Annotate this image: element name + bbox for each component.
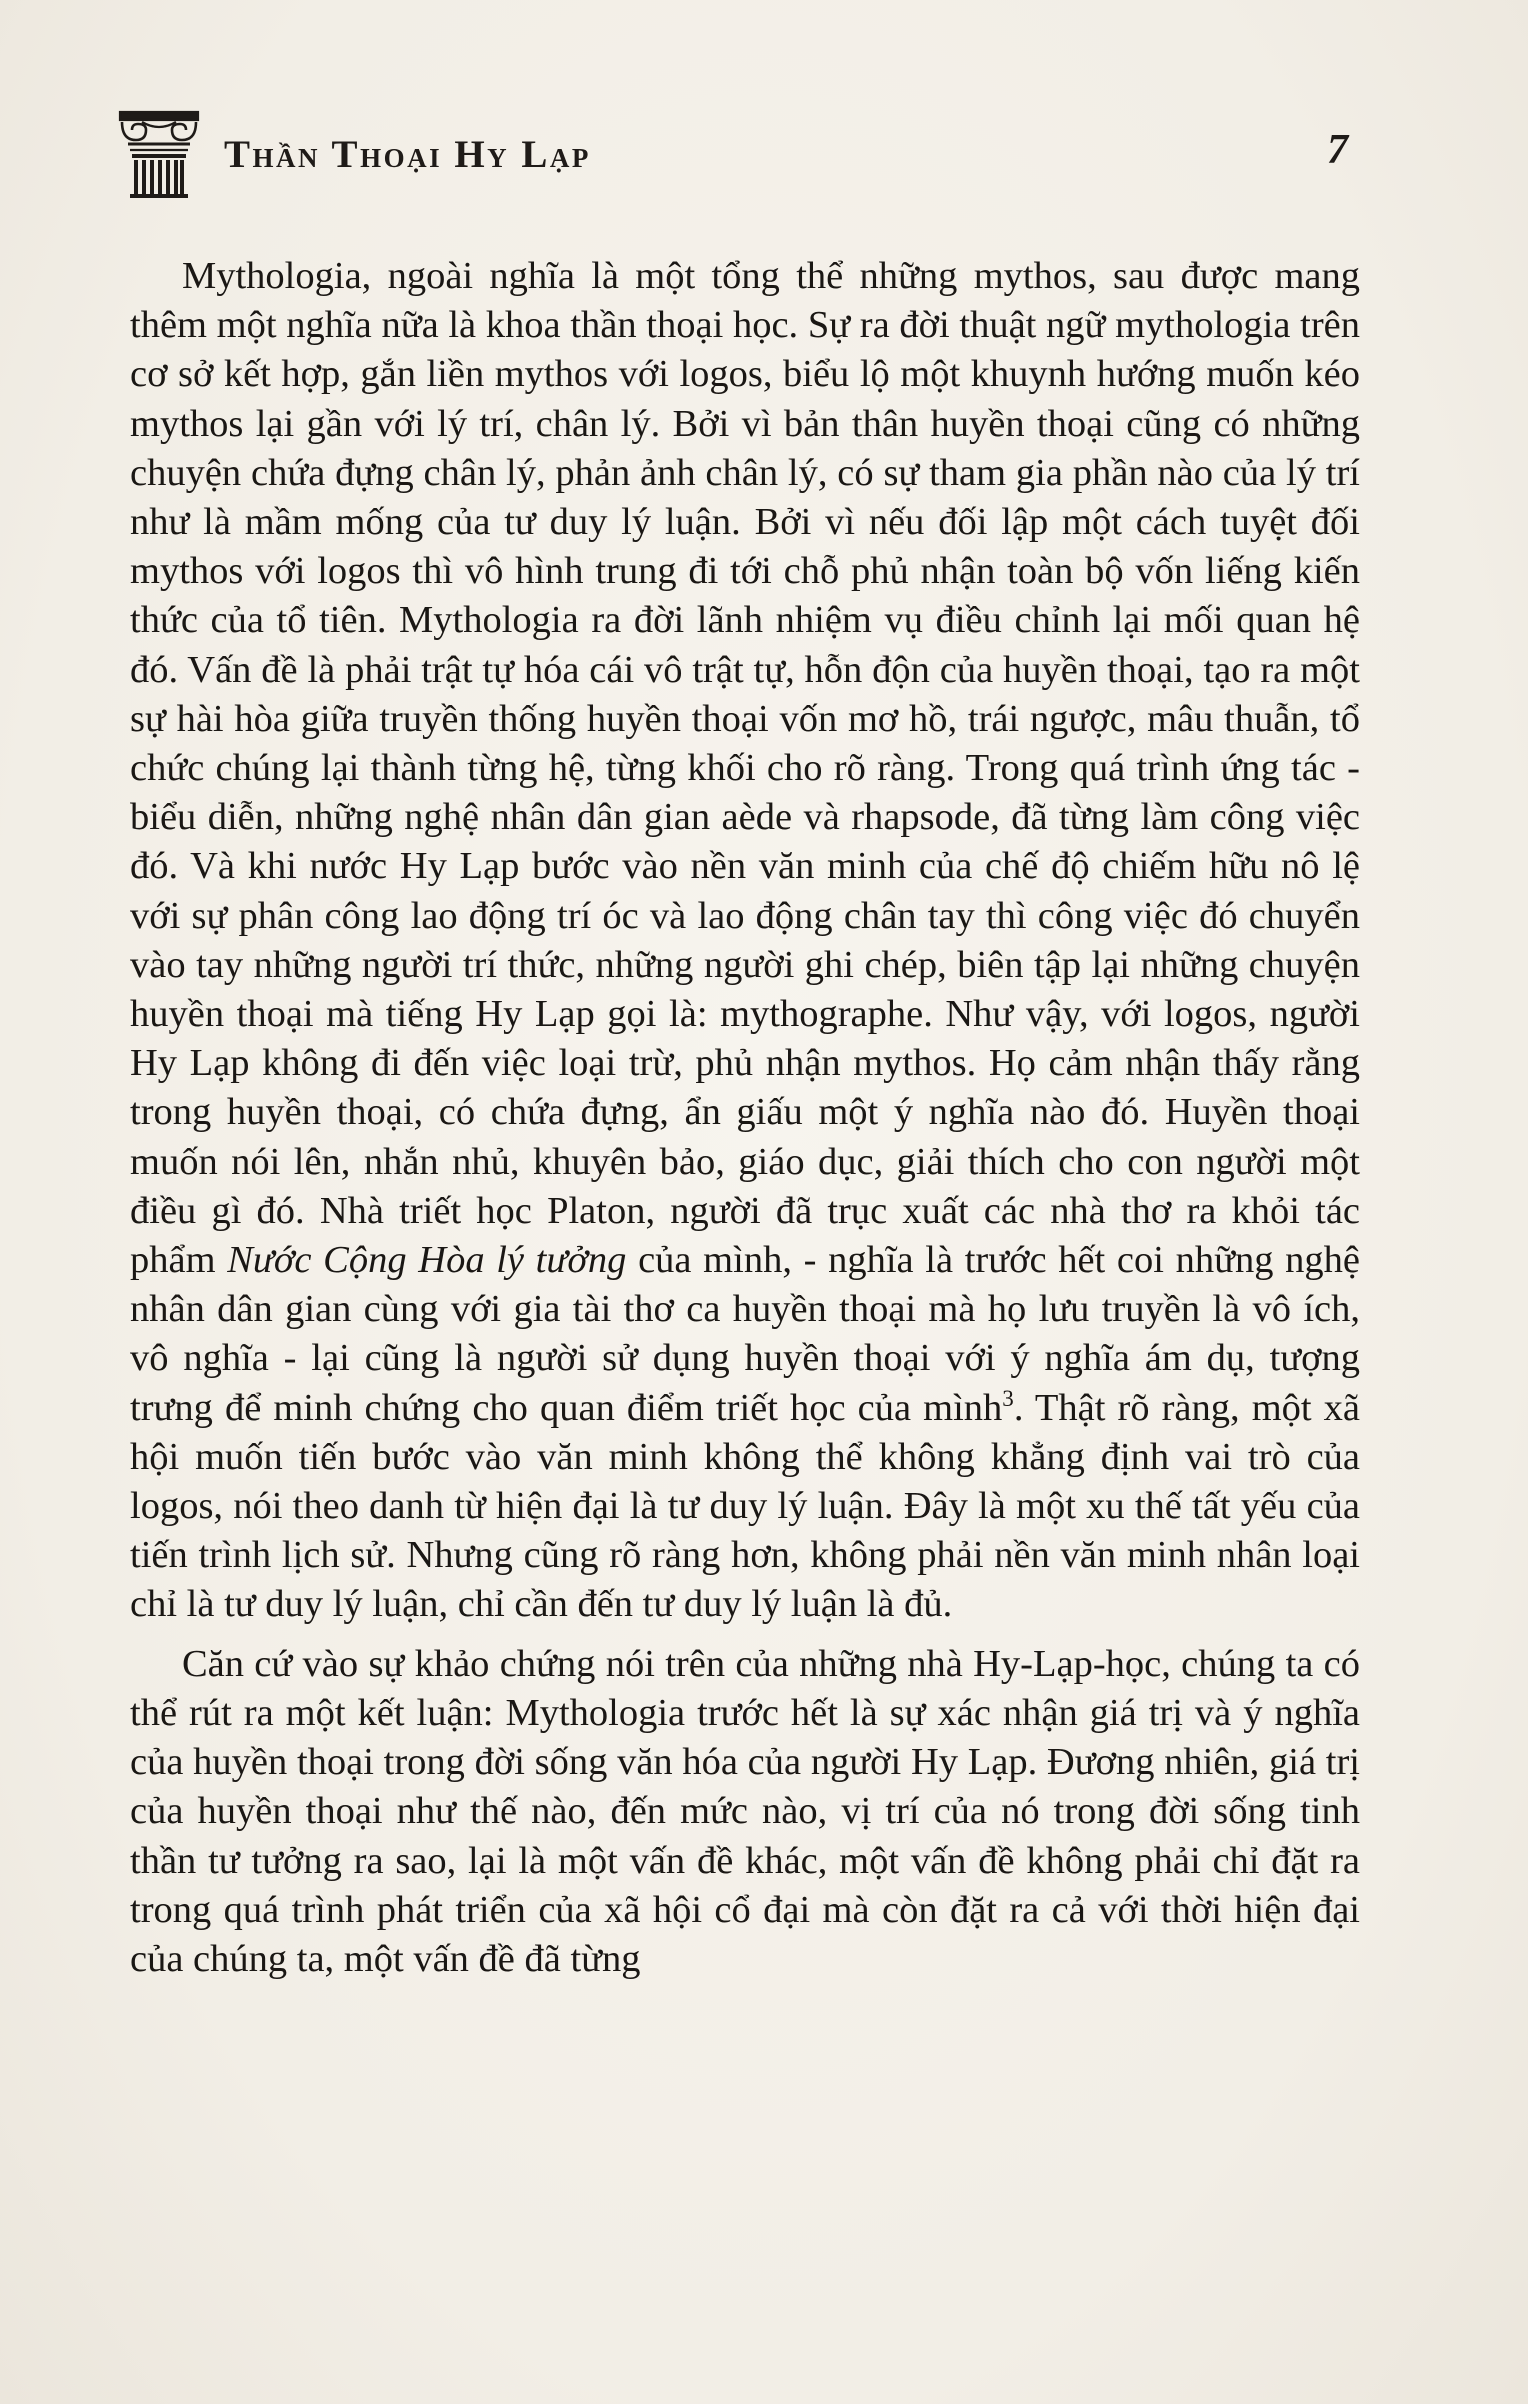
page-number: 7: [1327, 127, 1348, 173]
ionic-capital-icon: [118, 110, 200, 198]
page-header: [118, 106, 1348, 206]
body-text: [130, 252, 1360, 1984]
paragraph-text: của mình, - nghĩa là trước hết coi những nghệ nhân dân gian cùng với gia tài thơ ca huyền thoại mà họ lưu truyền là vô ích, vô nghĩa - lại cũng là người sử dụng huyền thoại với ý nghĩa ám dụ, tượng trưng để minh chứng cho quan điểm triết học của mình: [130, 1239, 1360, 1429]
running-title: Thần Thoại Hy Lạp: [224, 133, 591, 176]
footnote-reference[interactable]: 3: [1002, 1384, 1014, 1411]
paragraph: [130, 1640, 1360, 1984]
italic-work-title: Nước Cộng Hòa lý tưởng: [227, 1239, 627, 1282]
paragraph: [130, 252, 1360, 1630]
paragraph-text: Căn cứ vào sự khảo chứng nói trên của những nhà Hy-Lạp-học, chúng ta có thể rút ra một kết luận: Mythologia trước hết là sự xác nhận giá trị và ý nghĩa của huyền thoại trong đời sống văn hóa của người Hy Lạp. Đương nhiên, giá trị của huyền thoại như thế nào, đến mức nào, vị trí của nó trong đời sống tinh thần tư tưởng ra sao, lại là một vấn đề khác, một vấn đề không phải chỉ đặt ra trong quá trình phát triển của xã hội cổ đại mà còn đặt ra cả với thời hiện đại của chúng ta, một vấn đề đã từng: [130, 1642, 1360, 1980]
paragraph-text: Mythologia, ngoài nghĩa là một tổng thể những mythos, sau được mang thêm một nghĩa nữa là khoa thần thoại học. Sự ra đời thuật ngữ mythologia trên cơ sở kết hợp, gắn liền mythos với logos, biểu lộ một khuynh hướng muốn kéo mythos lại gần với lý trí, chân lý. Bởi vì bản thân huyền thoại cũng có những chuyện chứa đựng chân lý, phản ảnh chân lý, có sự tham gia phần nào của lý trí như là mầm mống của tư duy lý luận. Bởi vì nếu đối lập một cách tuyệt đối mythos với logos thì vô hình trung đi tới chỗ phủ nhận toàn bộ vốn liếng kiến thức của tổ tiên. Mythologia ra đời lãnh nhiệm vụ điều chỉnh lại mối quan hệ đó. Vấn đề là phải trật tự hóa cái vô trật tự, hỗn độn của huyền thoại, tạo ra một sự hài hòa giữa truyền thống huyền thoại vốn mơ hồ, trái ngược, mâu thuẫn, tổ chức chúng lại thành từng hệ, từng khối cho rõ ràng. Trong quá trình ứng tác - biểu diễn, những nghệ nhân dân gian aède và rhapsode, đã từng làm công việc đó. Và khi nước Hy Lạp bước vào nền văn minh của chế độ chiếm hữu nô lệ với sự phân công lao động trí óc và lao động chân tay thì công việc đó chuyển vào tay những người trí thức, những người ghi chép, biên tập lại những chuyện huyền thoại mà tiếng Hy Lạp gọi là: mythographe. Như vậy, với logos, người Hy Lạp không đi đến việc loại trừ, phủ nhận mythos. Họ cảm nhận thấy rằng trong huyền thoại, có chứa đựng, ẩn giấu một ý nghĩa nào đó. Huyền thoại muốn nói lên, nhắn nhủ, khuyên bảo, giáo dục, giải thích cho con người một điều gì đó. Nhà triết học Platon, người đã trục xuất các nhà thơ ra khỏi tác phẩm: [130, 255, 1360, 1282]
paragraph-text: . Thật rõ ràng, một xã hội muốn tiến bước vào văn minh không thể không khẳng định vai trò của logos, nói theo danh từ hiện đại là tư duy lý luận. Đây là một xu thế tất yếu của tiến trình lịch sử. Nhưng cũng rõ ràng hơn, không phải nền văn minh nhân loại chỉ là tư duy lý luận, chỉ cần đến tư duy lý luận là đủ.: [130, 1386, 1360, 1626]
